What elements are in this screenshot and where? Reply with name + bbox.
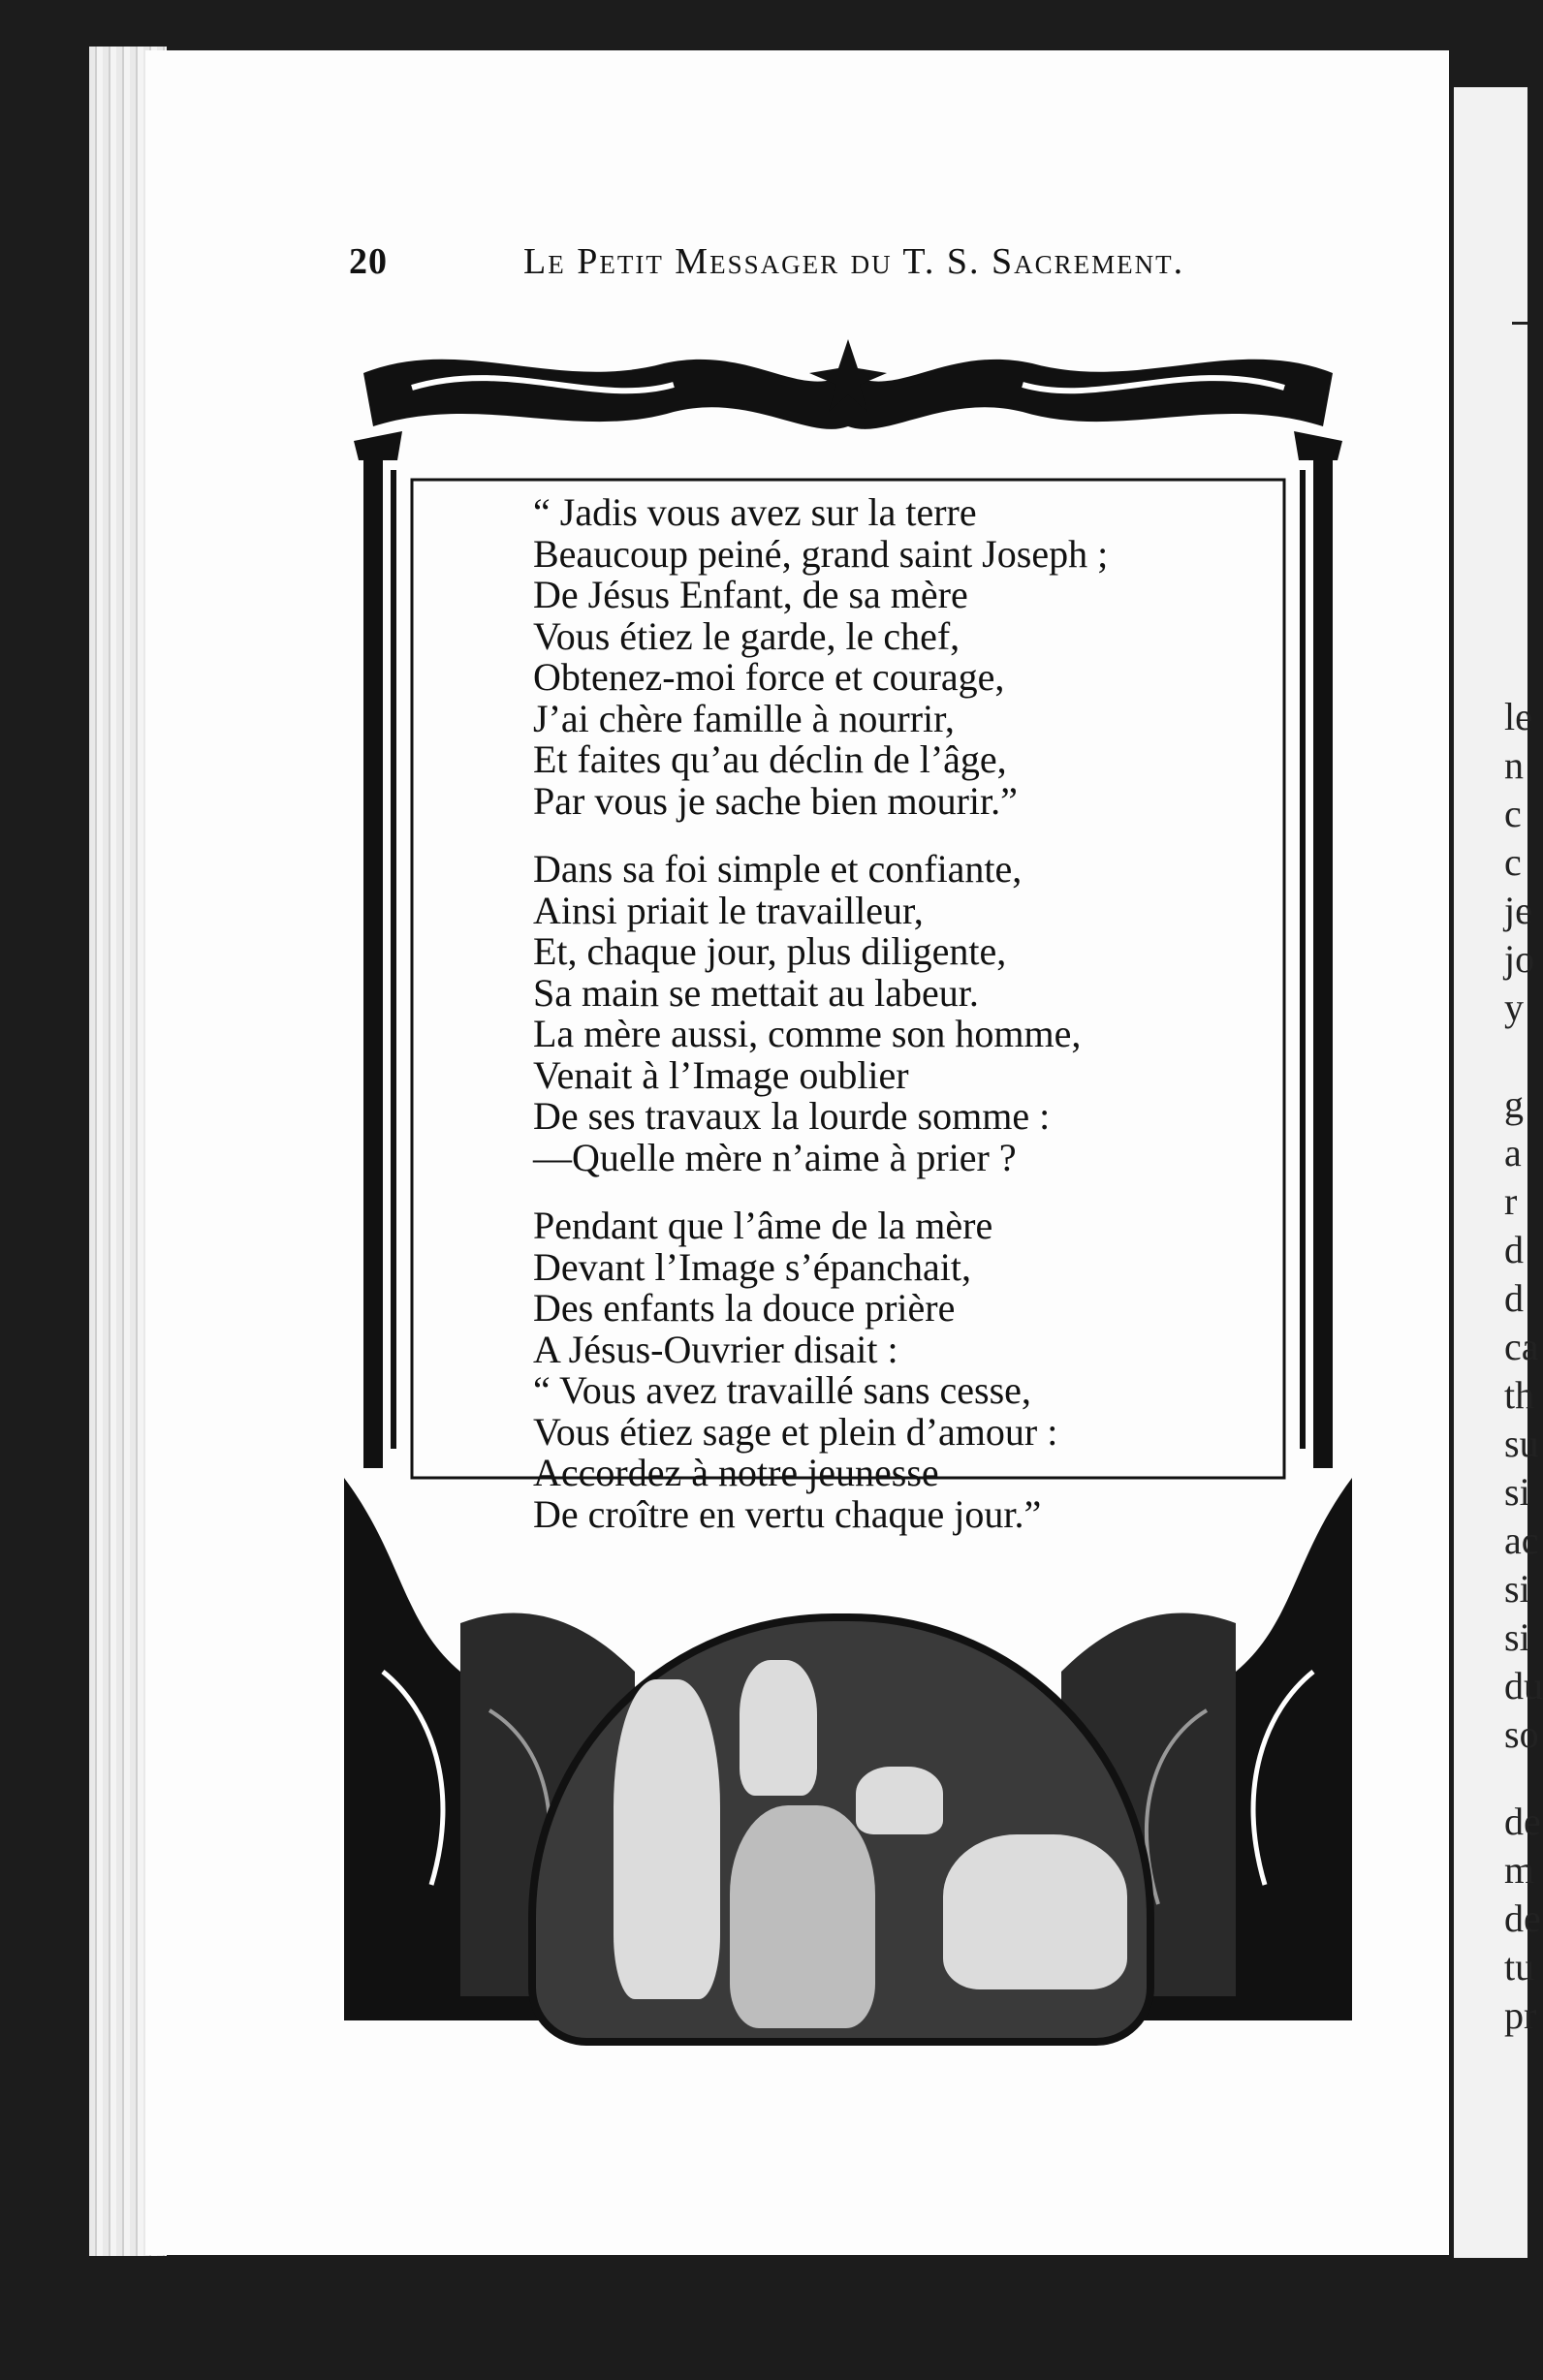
- running-head: [349, 240, 1221, 289]
- poem-line: Sa main se mettait au labeur.: [533, 970, 979, 1015]
- adjacent-page-fragment: d: [1504, 1228, 1524, 1271]
- poem-stanza: [533, 849, 1212, 1178]
- adjacent-page-fragment: ac: [1504, 1519, 1539, 1562]
- adjacent-page-fragment: le: [1504, 695, 1532, 738]
- child-figure: [856, 1767, 943, 1834]
- mary-figure: [740, 1660, 817, 1796]
- adjacent-page-fragment: si: [1504, 1615, 1530, 1659]
- adjacent-page-fragment: y: [1504, 986, 1524, 1029]
- poem-line: Obtenez-moi force et courage,: [533, 655, 1005, 699]
- adjacent-page-fragment: de: [1504, 1800, 1541, 1843]
- adjacent-page-fragment: su: [1504, 1422, 1539, 1465]
- adjacent-page-fragment: de: [1504, 1896, 1541, 1940]
- adjacent-page-fragment: tu: [1504, 1945, 1535, 1989]
- poem-line: Et faites qu’au déclin de l’âge,: [533, 737, 1007, 781]
- running-title: Le Petit Messager du T. S. Sacrement.: [523, 241, 1185, 282]
- adjacent-page-fragment: a: [1504, 1131, 1522, 1174]
- adjacent-page-fragment: ca: [1504, 1325, 1539, 1368]
- adjacent-page-fragment: c: [1504, 840, 1522, 884]
- poem-line: Beaucoup peiné, grand saint Joseph ;: [533, 531, 1109, 576]
- angel-figure: [614, 1679, 720, 1999]
- adjacent-page-fragment: du: [1504, 1664, 1543, 1707]
- adjacent-page-fragment: d: [1504, 1276, 1524, 1320]
- adjacent-page-rule: [1512, 322, 1527, 325]
- adjacent-page-fragment: n: [1504, 743, 1524, 787]
- poem-line: Accordez à notre jeunesse: [533, 1451, 939, 1494]
- poem-line: —Quelle mère n’aime à prier ?: [533, 1135, 1017, 1179]
- adjacent-page-fragment: pr: [1504, 1993, 1537, 2037]
- poem-line: Dans sa foi simple et confiante,: [533, 847, 1023, 891]
- poem-line: “ Jadis vous avez sur la terre: [533, 490, 977, 534]
- poem-line: Pendant que l’âme de la mère: [533, 1204, 993, 1247]
- poem-line: Des enfants la douce prière: [533, 1286, 956, 1330]
- adjacent-page-fragment: si: [1504, 1567, 1530, 1611]
- adjacent-page-fragment: je: [1504, 889, 1532, 932]
- poem-line: De Jésus Enfant, de sa mère: [533, 573, 968, 616]
- adjacent-page-fragment: r: [1504, 1179, 1518, 1223]
- poem: [533, 492, 1212, 1562]
- poem-line: A Jésus-Ouvrier disait :: [533, 1327, 898, 1371]
- poem-line: Et, chaque jour, plus diligente,: [533, 929, 1007, 973]
- page-number: 20: [349, 241, 388, 282]
- poem-stanza: [533, 1206, 1212, 1535]
- adjacent-page-fragment: th: [1504, 1373, 1535, 1417]
- poem-line: Ainsi priait le travailleur,: [533, 888, 924, 932]
- kneeling-figure: [943, 1834, 1127, 1989]
- poem-line: Vous étiez sage et plein d’amour :: [533, 1409, 1058, 1454]
- poem-line: J’ai chère famille à nourrir,: [533, 696, 955, 740]
- adjacent-page-fragment: so: [1504, 1712, 1539, 1756]
- poem-stanza: [533, 492, 1212, 822]
- adjacent-page-fragment: g: [1504, 1082, 1524, 1126]
- adjacent-page-fragment: si: [1504, 1470, 1530, 1514]
- poem-line: De ses travaux la lourde somme :: [533, 1094, 1051, 1138]
- shepherd-figure: [730, 1805, 875, 2028]
- poem-line: De croître en vertu chaque jour.”: [533, 1491, 1042, 1536]
- adjacent-page-fragment: m: [1504, 1848, 1535, 1892]
- poem-line: Vous étiez le garde, le chef,: [533, 613, 960, 658]
- poem-line: Venait à l’Image oublier: [533, 1052, 909, 1097]
- poem-line: La mère aussi, comme son homme,: [533, 1012, 1082, 1055]
- adjacent-page-fragment: jo: [1504, 937, 1535, 981]
- adjacent-page-fragment: c: [1504, 792, 1522, 835]
- poem-line: Par vous je sache bien mourir.”: [533, 778, 1018, 823]
- poem-line: Devant l’Image s’épanchait,: [533, 1244, 972, 1289]
- poem-line: “ Vous avez travaillé sans cesse,: [533, 1368, 1031, 1412]
